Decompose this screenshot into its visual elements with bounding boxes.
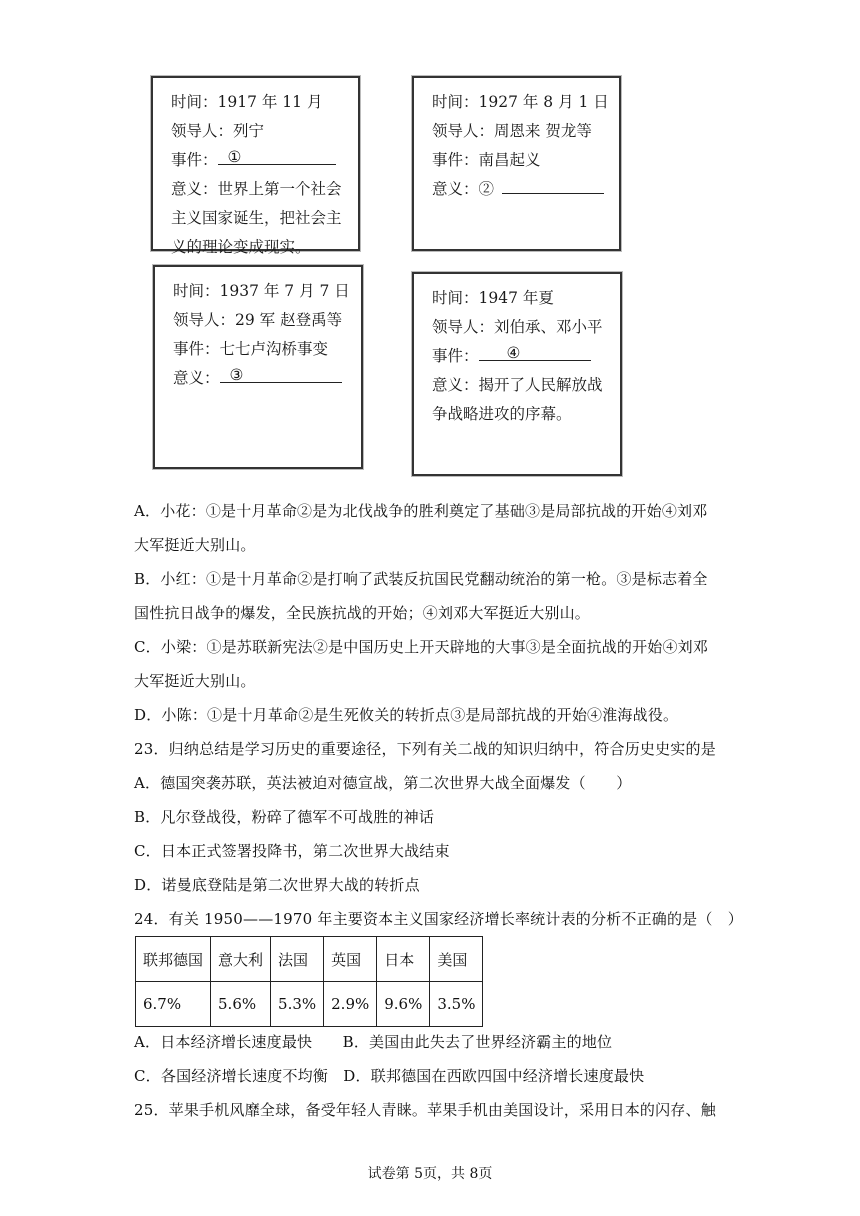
table-cell: 2.9% bbox=[324, 982, 377, 1027]
card-meaning-line: 意义：揭开了人民解放战 bbox=[432, 376, 603, 394]
option-a-line1: A．小花：①是十月革命②是为北伐战争的胜利奠定了基础③是局部抗战的开始④刘邓 bbox=[134, 502, 708, 520]
card-meaning-label: 意义： bbox=[173, 369, 220, 387]
card-time: 时间：1927 年 8 月 1 日 bbox=[432, 93, 609, 111]
table-cell: 6.7% bbox=[136, 982, 211, 1027]
table-cell: 3.5% bbox=[430, 982, 483, 1027]
card-event: 事件：七七卢沟桥事变 bbox=[173, 340, 329, 358]
event-cards-figure bbox=[136, 66, 648, 482]
blank-marker: ① bbox=[227, 148, 242, 166]
card-lugou-bridge bbox=[153, 265, 363, 469]
card-nanchang-uprising bbox=[412, 76, 621, 251]
card-event: 事件：南昌起义 bbox=[432, 151, 541, 169]
blank-1 bbox=[218, 146, 336, 165]
card-time: 时间：1917 年 11 月 bbox=[171, 93, 323, 111]
card-meaning-line: 义的理论变成现实。 bbox=[171, 238, 311, 256]
card-meaning bbox=[432, 175, 609, 204]
card-event-label: 事件： bbox=[171, 151, 218, 169]
card-meaning-line: 争战略进攻的序幕。 bbox=[432, 405, 572, 423]
table-row bbox=[136, 982, 483, 1027]
option-c-line1: C．小梁：①是苏联新宪法②是中国历史上开天辟地的大事③是全面抗战的开始④刘邓 bbox=[134, 638, 709, 656]
blank-marker: ④ bbox=[506, 344, 521, 362]
blank-4 bbox=[479, 342, 591, 361]
question-24: 24．有关 1950——1970 年主要资本主义国家经济增长率统计表的分析不正确的是（ ） bbox=[134, 910, 743, 928]
table-cell: 法国 bbox=[271, 937, 324, 982]
table-cell: 美国 bbox=[430, 937, 483, 982]
table-header-row bbox=[136, 937, 483, 982]
card-meaning-label: 意义： bbox=[432, 180, 479, 198]
q23-option-d: D．诺曼底登陆是第二次世界大战的转折点 bbox=[134, 876, 420, 894]
question-25: 25．苹果手机风靡全球，备受年轻人青睐。苹果手机由美国设计，采用日本的闪存、触 bbox=[134, 1101, 716, 1119]
q24-options-cd: C．各国经济增长速度不均衡 D．联邦德国在西欧四国中经济增长速度最快 bbox=[134, 1067, 645, 1085]
option-b-line2: 国性抗日战争的爆发，全民族抗战的开始；④刘邓大军挺近大别山。 bbox=[134, 604, 591, 622]
growth-rate-table bbox=[135, 936, 483, 1027]
card-meaning-line: 主义国家诞生，把社会主 bbox=[171, 209, 342, 227]
q24-options-ab: A．日本经济增长速度最快 B．美国由此失去了世界经济霸主的地位 bbox=[134, 1033, 613, 1051]
blank-3 bbox=[220, 364, 342, 383]
q23-option-c: C．日本正式签署投降书，第二次世界大战结束 bbox=[134, 842, 450, 860]
table-cell: 9.6% bbox=[377, 982, 430, 1027]
card-meaning-line: 意义：世界上第一个社会 bbox=[171, 180, 342, 198]
card-event bbox=[432, 342, 610, 371]
blank-2 bbox=[502, 175, 604, 194]
table-cell: 5.3% bbox=[271, 982, 324, 1027]
card-leader: 领导人：列宁 bbox=[171, 122, 265, 140]
card-event-label: 事件： bbox=[432, 347, 479, 365]
q23-option-a: A．德国突袭苏联，英法被迫对德宣战，第二次世界大战全面爆发（ ） bbox=[134, 774, 632, 792]
option-c-line2: 大军挺近大别山。 bbox=[134, 672, 256, 690]
option-a-line2: 大军挺近大别山。 bbox=[134, 536, 256, 554]
card-october-revolution bbox=[151, 76, 360, 256]
card-meaning bbox=[173, 364, 351, 393]
card-leader: 领导人：刘伯承、邓小平 bbox=[432, 318, 603, 336]
table-cell: 意大利 bbox=[211, 937, 271, 982]
table-cell: 5.6% bbox=[211, 982, 271, 1027]
card-time: 时间：1947 年夏 bbox=[432, 289, 554, 307]
card-leader: 领导人：周恩来 贺龙等 bbox=[432, 122, 592, 140]
card-event bbox=[171, 146, 348, 175]
blank-marker: ③ bbox=[229, 366, 244, 384]
card-liu-deng-army bbox=[412, 272, 622, 476]
q23-option-b: B．凡尔登战役，粉碎了德军不可战胜的神话 bbox=[134, 808, 435, 826]
blank-marker: ② bbox=[478, 180, 495, 198]
question-23: 23．归纳总结是学习历史的重要途径，下列有关二战的知识归纳中，符合历史史实的是 bbox=[134, 740, 716, 758]
option-b-line1: B．小红：①是十月革命②是打响了武装反抗国民党翻动统治的第一枪。③是标志着全 bbox=[134, 570, 708, 588]
page-footer: 试卷第 5页，共 8页 bbox=[367, 1166, 493, 1182]
card-leader: 领导人：29 军 赵登禹等 bbox=[173, 311, 343, 329]
table-cell: 联邦德国 bbox=[136, 937, 211, 982]
table-cell: 日本 bbox=[377, 937, 430, 982]
table-cell: 英国 bbox=[324, 937, 377, 982]
option-d-line: D．小陈：①是十月革命②是生死攸关的转折点③是局部抗战的开始④淮海战役。 bbox=[134, 706, 679, 724]
card-time: 时间：1937 年 7 月 7 日 bbox=[173, 282, 350, 300]
